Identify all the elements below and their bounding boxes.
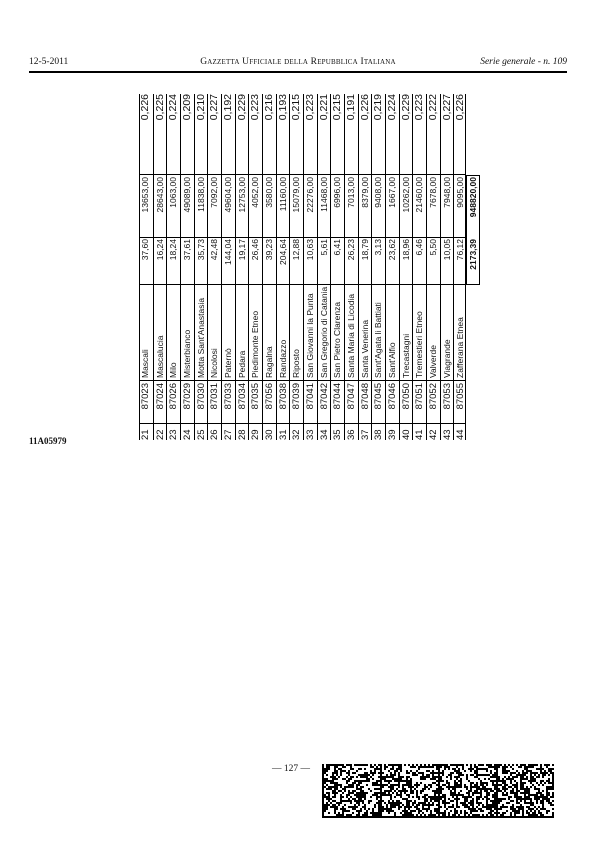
amount-value: 8379,00	[359, 177, 370, 208]
row-number: 28	[236, 429, 248, 440]
amount-value: 1063,00	[168, 177, 179, 208]
municipality-name: Piedimonte Etneo	[250, 310, 261, 378]
coefficient-value: 0,229	[399, 94, 412, 121]
coefficient-value: 0,229	[235, 94, 248, 121]
istat-code: 87041	[305, 383, 317, 410]
table-row	[194, 94, 208, 440]
population-value: 18,96	[400, 239, 411, 261]
table-row	[180, 94, 194, 440]
coefficient-value: 0,210	[194, 94, 207, 121]
row-number: 40	[400, 429, 412, 440]
table-row	[330, 94, 344, 440]
table-row	[412, 94, 426, 440]
totals-box	[466, 175, 480, 285]
coefficient-value: 0,209	[181, 94, 193, 121]
header-date: 12-5-2011	[29, 57, 69, 67]
row-number: 43	[441, 429, 453, 440]
coefficient-value: 0,222	[427, 94, 440, 121]
coefficient-value: 0,223	[304, 94, 317, 121]
population-value: 144,04	[223, 239, 234, 265]
row-number: 39	[387, 429, 399, 440]
row-number: 33	[305, 429, 317, 440]
population-value: 19,17	[236, 239, 247, 261]
istat-code: 87024	[154, 383, 166, 410]
datamatrix-code-3	[438, 764, 496, 818]
coefficient-value: 0,215	[290, 94, 303, 121]
municipality-name: San Gregorio di Catania	[318, 286, 329, 378]
istat-code: 87056	[264, 383, 276, 410]
population-value: 6,41	[332, 239, 343, 256]
population-value: 42,48	[209, 239, 220, 261]
coefficient-value: 0,226	[454, 94, 467, 121]
row-number: 25	[195, 429, 207, 440]
amount-value: 11468,00	[318, 177, 329, 212]
row-number: 35	[332, 429, 344, 440]
amount-value: 7092,00	[209, 177, 220, 208]
coefficient-value: 0,224	[386, 94, 399, 121]
municipality-name: Motta Sant'Anastasia	[195, 297, 206, 378]
coefficient-value: 0,226	[358, 94, 371, 121]
istat-code: 87034	[236, 383, 248, 410]
table-row	[139, 94, 153, 440]
table-row	[166, 94, 180, 440]
amount-value: 13653,00	[140, 177, 150, 213]
amount-value: 3580,00	[264, 177, 275, 208]
row-number: 30	[264, 429, 276, 440]
municipality-name: Mascali	[140, 349, 150, 378]
table-body	[139, 94, 478, 440]
istat-code: 87053	[441, 383, 453, 410]
table-row	[371, 94, 385, 440]
population-value: 5,61	[318, 239, 329, 256]
municipality-name: Valverde	[428, 345, 439, 378]
amount-value: 1667,00	[387, 177, 398, 208]
coefficient-value: 0,192	[222, 94, 235, 121]
row-number: 29	[250, 429, 262, 440]
municipality-name: Pedara	[236, 350, 247, 378]
amount-value: 11838,00	[195, 177, 206, 212]
coefficient-value: 0,191	[345, 94, 358, 121]
istat-code: 87045	[373, 383, 385, 410]
municipality-name: Tremestieri Etneo	[414, 311, 425, 378]
rotated-table	[139, 94, 478, 440]
page-number: — 127 —	[272, 764, 310, 774]
table-row	[385, 94, 399, 440]
municipality-name: Mascalucia	[154, 335, 165, 378]
population-value: 12,88	[291, 239, 302, 261]
table-row	[303, 94, 317, 440]
datamatrix-code-4	[496, 764, 554, 818]
istat-code: 87033	[223, 383, 235, 410]
row-number: 23	[168, 429, 180, 440]
table-row	[262, 94, 276, 440]
amount-value: 49089,00	[182, 177, 192, 213]
row-number: 32	[291, 429, 303, 440]
municipality-name: Sant'Alfio	[387, 342, 398, 378]
row-number: 21	[140, 429, 151, 440]
table-row	[317, 94, 331, 440]
population-value: 18,24	[168, 239, 179, 261]
amount-value: 11160,00	[277, 177, 288, 212]
istat-code: 87031	[209, 383, 221, 410]
total-population: 2173,39	[468, 239, 478, 270]
municipality-name: Ragalna	[264, 346, 275, 378]
istat-code: 87038	[277, 383, 289, 410]
row-number: 42	[428, 429, 440, 440]
istat-code: 87050	[400, 383, 412, 410]
row-number: 38	[373, 429, 385, 440]
population-value: 10,05	[441, 239, 452, 261]
municipality-name: Trecastagni	[400, 333, 411, 378]
coefficient-value: 0,221	[317, 94, 330, 121]
istat-code: 87052	[428, 383, 440, 410]
istat-code: 87047	[346, 383, 358, 410]
municipality-name: San Pietro Clarenza	[332, 301, 343, 378]
row-number: 41	[414, 429, 426, 440]
population-value: 16,24	[154, 239, 165, 261]
header-rule	[29, 71, 567, 73]
municipality-name: Milo	[168, 362, 179, 378]
population-value: 37,61	[182, 239, 192, 261]
amount-value: 4052,00	[250, 177, 261, 208]
amount-value: 7678,00	[428, 177, 439, 208]
amount-value: 7948,00	[441, 177, 452, 208]
amount-value: 21460,00	[414, 177, 425, 213]
amount-value: 9095,00	[455, 177, 466, 208]
header-series: Serie generale - n. 109	[480, 57, 567, 67]
row-number: 26	[209, 429, 221, 440]
table-row	[207, 94, 221, 440]
municipality-name: Zafferana Etnea	[455, 317, 466, 378]
coefficient-value: 0,226	[139, 94, 151, 121]
istat-code: 87039	[291, 383, 303, 410]
table-row	[235, 94, 249, 440]
total-amount: 948820,00	[468, 177, 478, 218]
datamatrix-code-1	[322, 764, 380, 818]
municipality-name: Misterbianco	[182, 329, 192, 378]
population-value: 26,23	[346, 239, 357, 261]
population-value: 39,23	[264, 239, 275, 261]
row-number: 37	[359, 429, 371, 440]
istat-code: 87051	[414, 383, 426, 410]
coefficient-value: 0,223	[249, 94, 262, 121]
coefficient-value: 0,227	[440, 94, 453, 121]
amount-value: 9408,00	[373, 177, 384, 208]
table-row	[221, 94, 235, 440]
municipality-name: Sant'Agata li Battiati	[373, 302, 384, 378]
municipality-name: Nicolosi	[209, 348, 220, 378]
coefficient-value: 0,227	[208, 94, 221, 121]
amount-value: 10262,00	[400, 177, 411, 213]
coefficient-value: 0,219	[372, 94, 385, 121]
istat-code: 87055	[455, 383, 467, 410]
coefficient-value: 0,216	[263, 94, 276, 121]
municipality-name: Randazzo	[277, 339, 288, 378]
amount-value: 49604,00	[223, 177, 234, 213]
row-number: 22	[154, 429, 166, 440]
document-code: 11A05979	[29, 436, 67, 446]
coefficient-value: 0,223	[413, 94, 426, 121]
istat-code: 87026	[168, 383, 180, 410]
header-title: Gazzetta Ufficiale della Repubblica Italiana	[200, 57, 396, 67]
istat-code: 87042	[318, 383, 330, 410]
table-row	[399, 94, 413, 440]
datamatrix-code-2	[380, 764, 438, 818]
population-value: 18,79	[359, 239, 370, 261]
amount-value: 6996,00	[332, 177, 343, 208]
population-value: 204,64	[277, 239, 288, 265]
population-value: 6,46	[414, 239, 425, 256]
municipality-name: Santa Maria di Licodia	[346, 293, 357, 378]
population-value: 23,62	[387, 239, 398, 261]
istat-code: 87030	[195, 383, 207, 410]
amount-value: 7013,00	[346, 177, 357, 208]
table-row	[453, 94, 467, 440]
table-row	[289, 94, 303, 440]
municipality-name: Paternò	[223, 348, 234, 378]
municipality-name: Santa Venerina	[359, 319, 370, 378]
row-number: 27	[223, 429, 235, 440]
istat-code: 87046	[387, 383, 399, 410]
municipality-name: San Giovanni la Punta	[305, 293, 316, 378]
table-row	[440, 94, 454, 440]
row-number: 36	[346, 429, 358, 440]
table-row	[358, 94, 372, 440]
coefficient-value: 0,193	[276, 94, 289, 121]
amount-value: 28643,00	[154, 177, 165, 213]
population-value: 76,12	[455, 239, 466, 261]
population-value: 37,60	[140, 239, 150, 261]
table-row	[426, 94, 440, 440]
row-number: 31	[277, 429, 289, 440]
amount-value: 12753,00	[236, 177, 247, 213]
municipality-name: Viagrande	[441, 339, 452, 378]
row-number: 34	[318, 429, 330, 440]
row-number: 44	[455, 429, 467, 440]
coefficient-value: 0,215	[331, 94, 344, 121]
population-value: 3,13	[373, 239, 384, 256]
istat-code: 87048	[359, 383, 371, 410]
coefficient-value: 0,224	[167, 94, 180, 121]
istat-code: 87044	[332, 383, 344, 410]
amount-value: 15079,00	[291, 177, 302, 213]
table-row	[276, 94, 290, 440]
table-row	[344, 94, 358, 440]
amount-value: 22276,00	[305, 177, 316, 213]
municipality-name: Riposto	[291, 349, 302, 378]
istat-code: 87023	[140, 383, 151, 410]
population-value: 26,46	[250, 239, 261, 261]
coefficient-value: 0,225	[153, 94, 166, 121]
population-value: 35,73	[195, 239, 206, 261]
table-row	[153, 94, 167, 440]
table-row	[248, 94, 262, 440]
population-value: 10,63	[305, 239, 316, 261]
row-number: 24	[182, 429, 193, 440]
istat-code: 87035	[250, 383, 262, 410]
istat-code: 87029	[182, 383, 193, 410]
population-value: 5,50	[428, 239, 439, 256]
